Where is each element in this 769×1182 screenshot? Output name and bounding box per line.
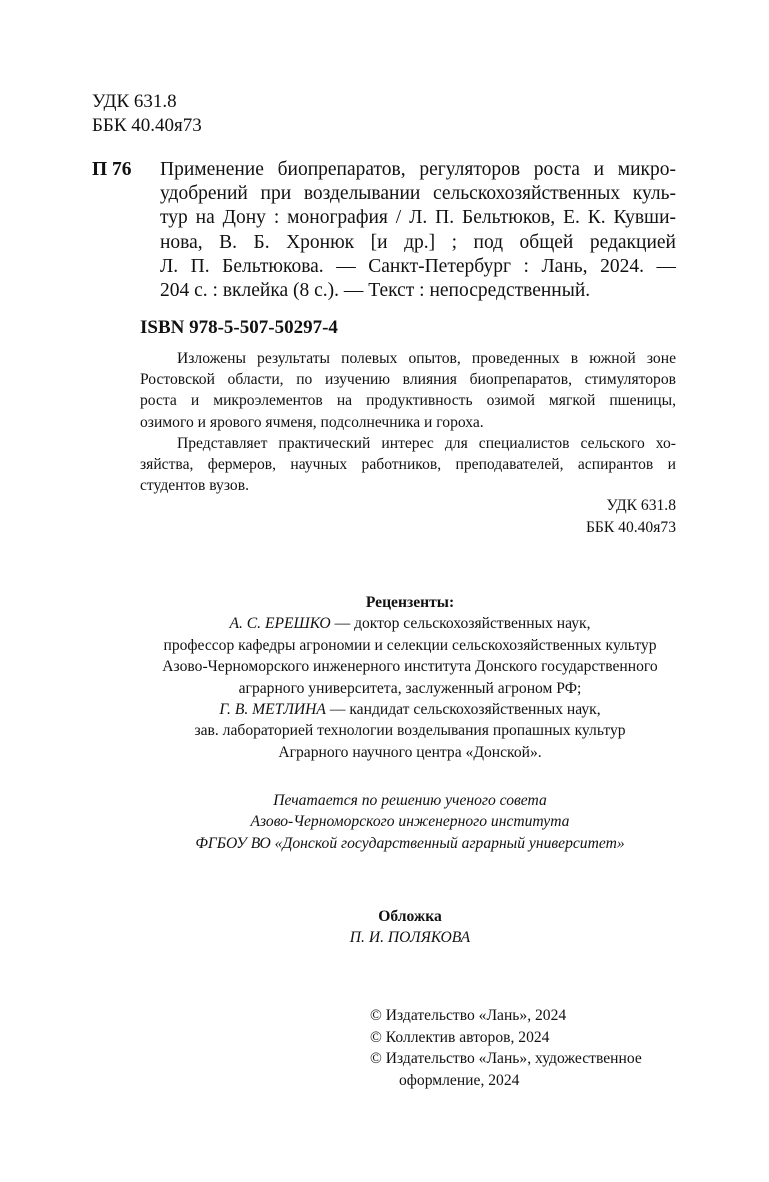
annotation [140, 348, 676, 496]
reviewer-2-line [120, 699, 700, 720]
annotation-line: роста и микроэлементов на продуктивность озимой мягкой пшеницы, [140, 392, 676, 410]
reviewer-1-line: Азово-Черноморского инженерного института Донского государственного [162, 658, 658, 676]
copyright-line: © Издательство «Лань», 2024 [370, 1007, 567, 1024]
udk-code-right: УДК 631.8 [606, 497, 676, 514]
reviewer-1-name: А. С. ЕРЕШКО [229, 615, 331, 633]
bbk-code: ББК 40.40я73 [92, 115, 202, 136]
reviewers-block [120, 592, 700, 763]
copyright-line: оформление, 2024 [399, 1071, 520, 1089]
biblio-line: нова, В. Б. Хронюк [и др.] ; под общей редакцией [160, 231, 676, 253]
biblio-line: 204 с. : вклейка (8 с.). — Текст : непосредственный. [160, 280, 591, 302]
udk-bbk-top [92, 90, 202, 138]
reviewer-1-line [120, 613, 700, 634]
copyright-line: © Коллектив авторов, 2024 [370, 1028, 550, 1046]
isbn: ISBN 978-5-507-50297-4 [140, 317, 338, 338]
annotation-line: Ростовской области, по изучению влияния биопрепаратов, стимуляторов [140, 371, 676, 389]
biblio-line: удобрений при возделывании сельскохозяйственных куль- [160, 183, 676, 205]
author-cipher: П 76 [92, 159, 132, 180]
annotation-line: Изложены результаты полевых опытов, проведенных в южной зоне [177, 350, 676, 367]
biblio-line: тур на Дону : монография / Л. П. Бельтюков, Е. К. Кувши- [160, 207, 676, 229]
reviewer-2-degree: — кандидат сельскохозяйственных наук, [325, 701, 601, 719]
copyright-block [370, 1005, 642, 1091]
reviewer-1-line: аграрного университета, заслуженный агроном РФ; [238, 679, 582, 697]
council-decision [120, 790, 700, 854]
udk-bbk-right [470, 495, 676, 538]
reviewer-1-line: профессор кафедры агрономии и селекции сельскохозяйственных культур [163, 636, 657, 654]
cover-artist: П. И. ПОЛЯКОВА [349, 929, 471, 947]
decision-line: Печатается по решению ученого совета [273, 792, 547, 809]
decision-line: Азово-Черноморского инженерного института [250, 813, 570, 831]
copyright-line: © Издательство «Лань», художественное [370, 1050, 642, 1067]
biblio-line: Л. П. Бельтюкова. — Санкт-Петербург : Лань, 2024. — [160, 255, 676, 277]
reviewers-heading: Рецензенты: [365, 594, 455, 611]
annotation-line: озимого и ярового ячменя, подсолнечника и гороха. [140, 413, 484, 431]
reviewer-2-line: Аграрного научного центра «Донской». [278, 743, 542, 761]
annotation-line: зяйства, фермеров, научных работников, преподавателей, аспирантов и [140, 456, 676, 474]
annotation-line: студентов вузов. [140, 477, 249, 495]
bbk-code-right: ББК 40.40я73 [585, 518, 676, 536]
cover-credit [120, 906, 700, 949]
cover-heading: Обложка [378, 908, 442, 925]
annotation-line: Представляет практический интерес для специалистов сельского хо- [177, 434, 676, 452]
reviewer-2-name: Г. В. МЕТЛИНА [219, 701, 326, 719]
biblio-line: Применение биопрепаратов, регуляторов роста и микро- [160, 159, 676, 180]
bibliographic-description [160, 158, 676, 303]
udk-code: УДК 631.8 [92, 91, 177, 112]
decision-line: ФГБОУ ВО «Донской государственный аграрный университет» [195, 834, 625, 852]
reviewer-1-degree: — доктор сельскохозяйственных наук, [330, 615, 591, 633]
reviewer-2-line: зав. лабораторией технологии возделывания пропашных культур [194, 722, 626, 740]
